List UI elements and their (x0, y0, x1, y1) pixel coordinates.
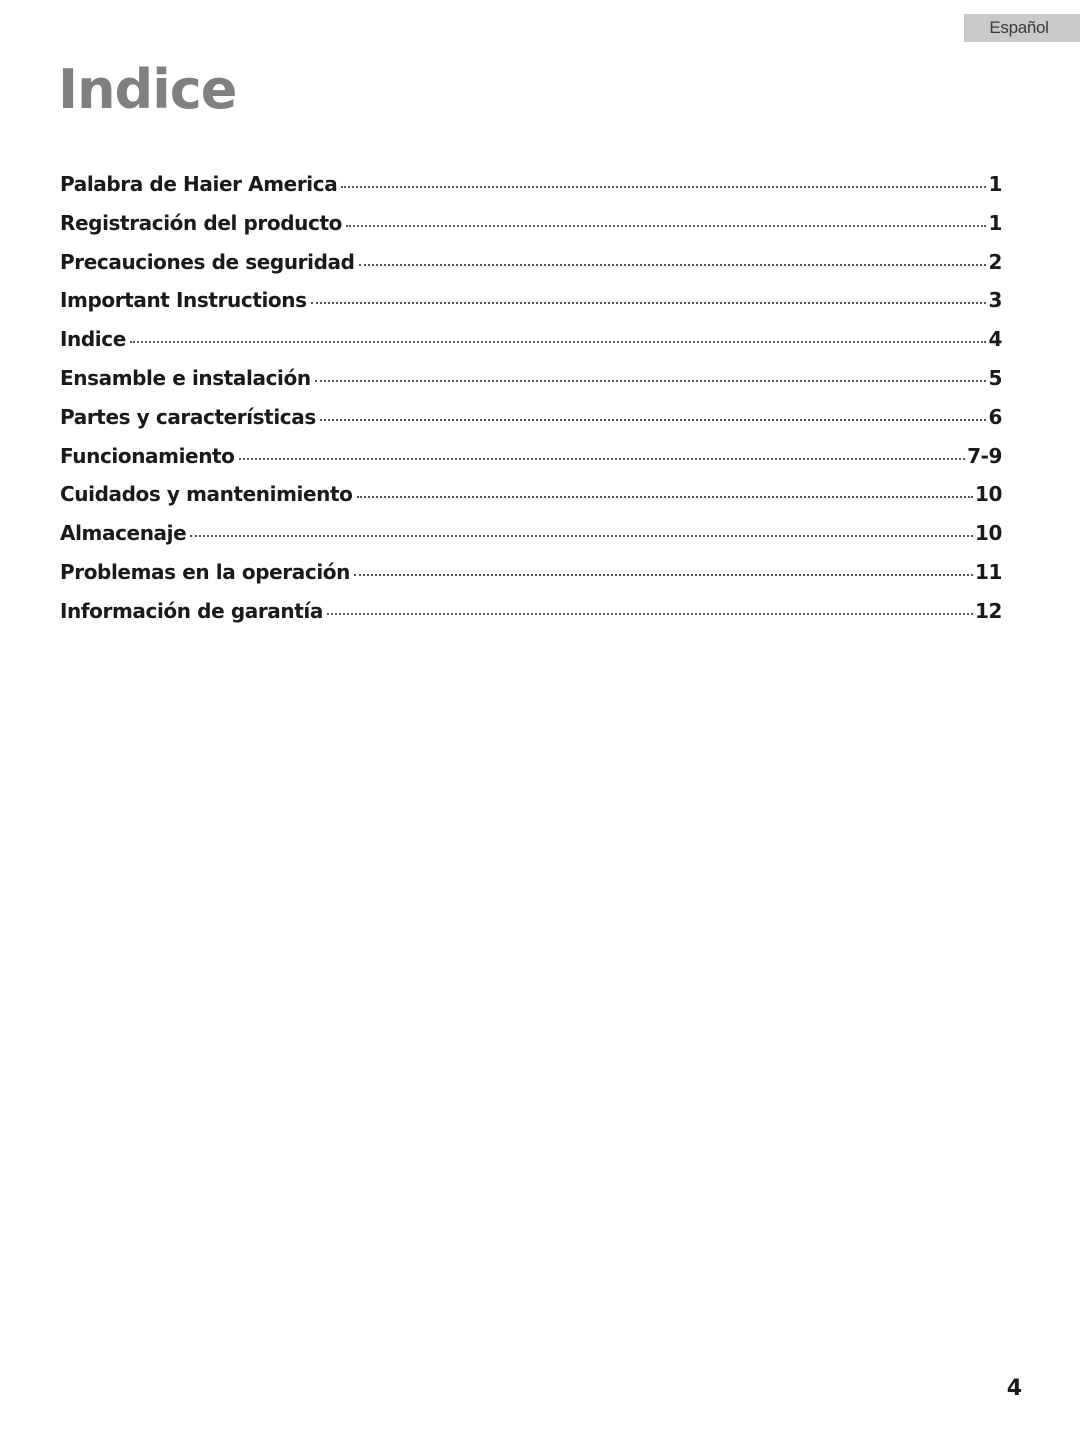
toc-dot-leader (354, 574, 973, 576)
toc-dot-leader (190, 535, 973, 537)
toc-entry (60, 211, 1002, 250)
toc-entry-label: Cuidados y mantenimiento (60, 482, 353, 507)
table-of-contents (60, 172, 1002, 638)
toc-entry-label: Problemas en la operación (60, 559, 350, 584)
toc-entry (60, 172, 1002, 211)
toc-entry-page: 4 (988, 327, 1002, 352)
toc-entry-label: Almacenaje (60, 521, 187, 546)
toc-dot-leader (311, 302, 987, 304)
toc-entry-page: 6 (988, 404, 1002, 429)
toc-entry-label: Ensamble e instalación (60, 365, 311, 390)
toc-entry (60, 366, 1002, 405)
toc-entry (60, 599, 1002, 638)
toc-dot-leader (357, 496, 973, 498)
toc-entry-page: 7-9 (967, 443, 1002, 468)
language-tab: Español (964, 14, 1080, 42)
toc-dot-leader (320, 419, 987, 421)
toc-entry-label: Important Instructions (60, 288, 307, 313)
toc-entry (60, 482, 1002, 521)
toc-entry-page: 11 (974, 559, 1002, 584)
toc-entry-label: Funcionamiento (60, 443, 235, 468)
toc-entry (60, 405, 1002, 444)
toc-entry (60, 327, 1002, 366)
toc-entry-label: Precauciones de seguridad (60, 249, 355, 274)
toc-entry-label: Palabra de Haier America (60, 172, 338, 196)
toc-dot-leader (341, 186, 986, 188)
toc-entry-page: 5 (988, 365, 1002, 390)
toc-dot-leader (359, 264, 987, 266)
toc-entry-page: 10 (974, 521, 1002, 546)
toc-entry (60, 250, 1002, 289)
toc-entry-page: 10 (974, 482, 1002, 507)
toc-entry-page: 3 (988, 288, 1002, 313)
toc-entry-page: 1 (988, 210, 1002, 235)
toc-dot-leader (346, 225, 987, 227)
toc-entry-page: 12 (974, 598, 1002, 623)
toc-entry-page: 1 (988, 172, 1002, 196)
toc-dot-leader (327, 613, 973, 615)
page-title: Indice (58, 58, 237, 121)
page-number: 4 (1006, 1376, 1022, 1401)
toc-entry-label: Información de garantía (60, 598, 323, 623)
toc-entry (60, 288, 1002, 327)
toc-entry (60, 560, 1002, 599)
toc-dot-leader (315, 380, 987, 382)
toc-entry-label: Indice (60, 327, 126, 352)
toc-entry-label: Partes y características (60, 404, 316, 429)
toc-entry-page: 2 (988, 249, 1002, 274)
toc-entry (60, 521, 1002, 560)
toc-dot-leader (239, 458, 966, 460)
toc-entry-label: Registración del producto (60, 210, 342, 235)
toc-dot-leader (130, 341, 987, 343)
toc-entry (60, 444, 1002, 483)
